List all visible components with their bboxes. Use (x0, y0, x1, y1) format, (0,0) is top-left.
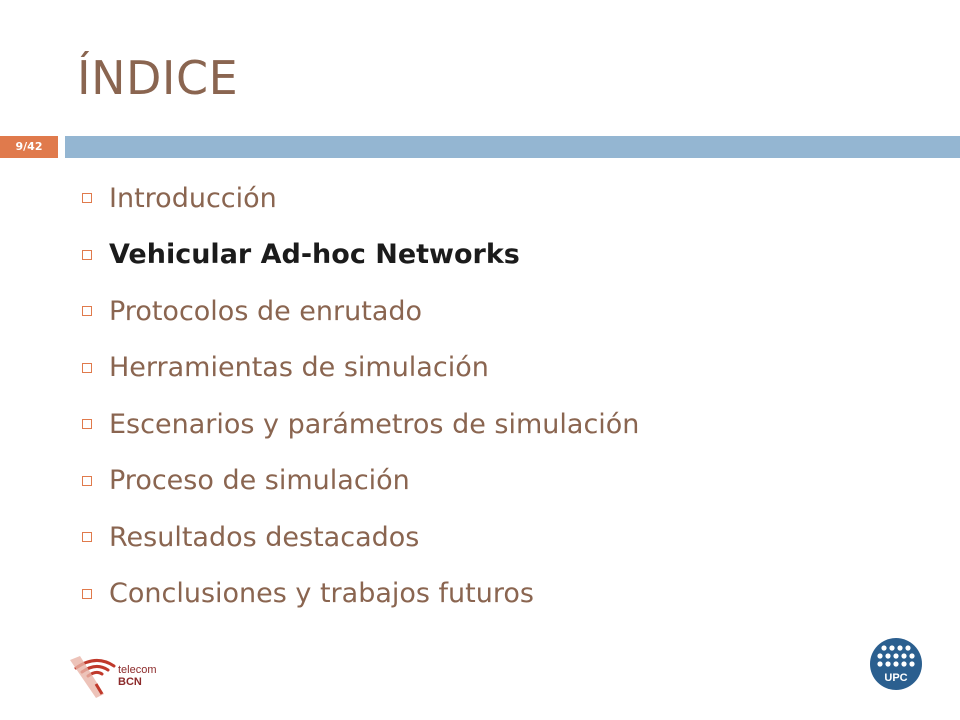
agenda-item (80, 566, 639, 623)
agenda-item-label: Herramientas de simulación (109, 352, 489, 384)
agenda-item-label: Escenarios y parámetros de simulación (109, 408, 640, 440)
agenda-list (80, 170, 639, 622)
upc-logo-label: UPC (884, 672, 908, 684)
agenda-item-label: Resultados destacados (109, 521, 420, 553)
square-bullet-icon (82, 589, 92, 599)
agenda-item (80, 170, 639, 227)
agenda-item (80, 396, 639, 453)
agenda-item-label: Conclusiones y trabajos futuros (109, 578, 534, 610)
square-bullet-icon (82, 363, 92, 373)
slide-title: ÍNDICE (77, 51, 239, 105)
agenda-item (80, 509, 639, 566)
page-number-badge: 9/42 (0, 136, 58, 158)
telecom-logo-line1: telecom (118, 664, 157, 676)
square-bullet-icon (82, 476, 92, 486)
agenda-item (80, 340, 639, 397)
agenda-item-active (80, 227, 639, 284)
agenda-item-label: Introducción (109, 182, 277, 214)
square-bullet-icon (82, 419, 92, 429)
agenda-item (80, 283, 639, 340)
upc-logo-icon (869, 637, 923, 691)
agenda-item-label: Vehicular Ad-hoc Networks (109, 239, 520, 271)
title-rule (65, 136, 960, 158)
telecom-logo-line2: BCN (118, 676, 142, 688)
square-bullet-icon (82, 306, 92, 316)
agenda-item-label: Proceso de simulación (109, 465, 410, 497)
square-bullet-icon (82, 532, 92, 542)
square-bullet-icon (82, 250, 92, 260)
agenda-item-label: Protocolos de enrutado (109, 295, 423, 327)
telecom-logo-text (118, 664, 157, 688)
agenda-item (80, 453, 639, 510)
square-bullet-icon (82, 193, 92, 203)
